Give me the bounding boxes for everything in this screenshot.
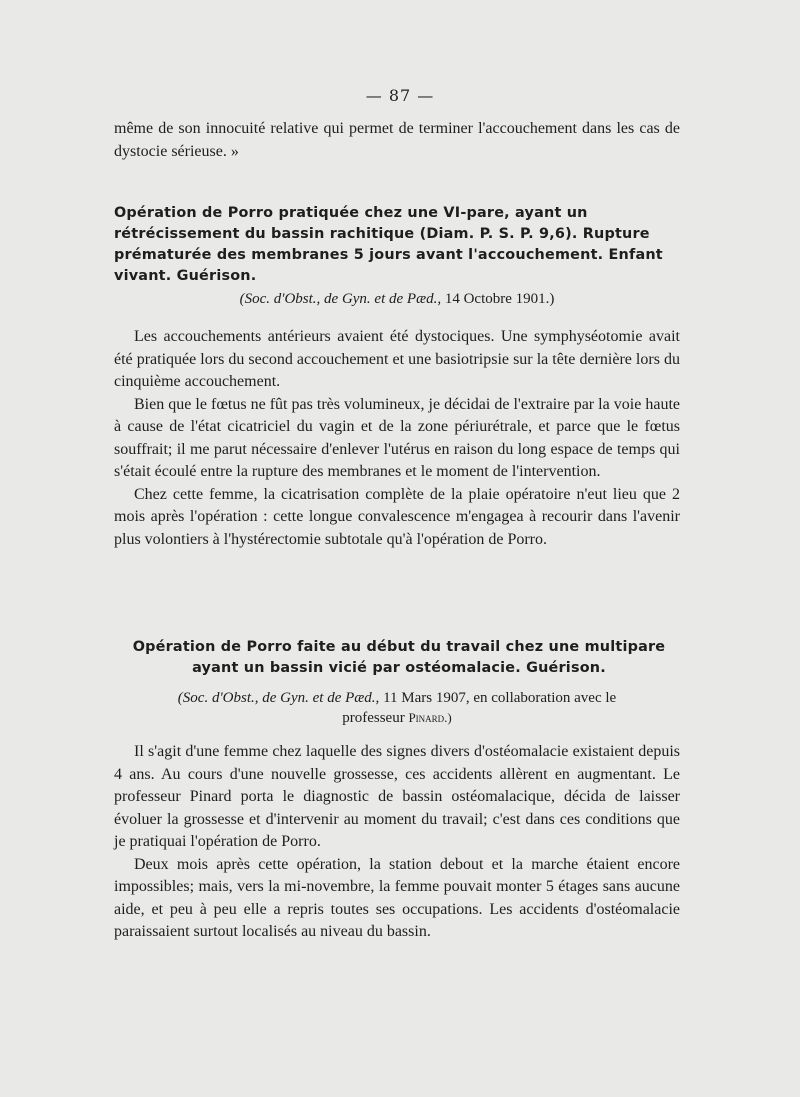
section2-citation-soc: (Soc. d'Obst., [177,690,259,706]
section2-citation [114,688,680,728]
intro-paragraph [114,118,680,163]
intro-text: même de son innocuité relative qui permet de terminer l'accouchement dans les cas de dystocie sérieuse. » [114,120,680,160]
section1-citation [114,289,680,309]
section2-heading-line1: Opération de Porro faite au début du travail chez une multipare [132,639,666,655]
section1-citation-date: 14 Octobre 1901.) [444,291,555,307]
section1-body [114,326,680,551]
section2-paragraph-1: Il s'agit d'une femme chez laquelle des signes divers d'ostéomalacie existaient depuis 4 ans. Au cours d'une nouvelle grossesse, ces accidents allèrent en augmentant. Le professeur Pinard porta le diagnostic de bassin ostéomalacique, décida de laisser évoluer la grossesse et d'intervenir au moment du travail; c'est dans ces conditions que je pratiquai l'opération de Porro. [114,743,680,850]
section1-paragraph-1: Les accouchements antérieurs avaient été dystociques. Une symphyséotomie avait été pratiquée lors du second accouchement et une basiotripsie sur la tête dernière lors du cinquième accouchement. [114,328,680,390]
section2-heading-line2: ayant un bassin vicié par ostéomalacie. Guérison. [192,660,606,676]
section2-body [114,741,680,944]
section1-citation-soc: (Soc. d'Obst., [239,291,321,307]
section2-heading [114,637,684,679]
section1-paragraph-3: Chez cette femme, la cicatrisation complète de la plaie opératoire n'eut lieu que 2 mois après l'opération : cette longue convalescence m'engagea à recourir dans l'avenir plus volontiers à l'hystérectomie subtotale qu'à l'opération de Porro. [114,485,680,548]
section2-citation-prof: professeur [342,710,405,726]
section1-paragraph-2: Bien que le fœtus ne fût pas très volumineux, je décidai de l'extraire par la voie haute à cause de l'état cicatriciel du vagin et de la zone périurétrale, et parce que le fœtus souffrait; il me parut nécessaire d'enlever l'utérus en raison du long espace de temps qui s'était écoulé entre la rupture des membranes et le moment de l'intervention. [114,395,680,480]
section2-citation-gyn: de Gyn. et de Pæd., [262,690,380,706]
section1-heading [114,203,684,287]
section1-heading-text: Opération de Porro pratiquée chez une VI-pare, ayant un rétrécissement du bassin rachitique (Diam. P. S. P. 9,6). Rupture prématurée des membranes 5 jours avant l'accouchement. Enfant vivant. Guérison. [114,205,663,284]
section2-paragraph-2: Deux mois après cette opération, la station debout et la marche étaient encore impossibles; mais, vers la mi-novembre, la femme pouvait monter 5 étages sans aucune aide, et peu à peu elle a repris toutes ses occupations. Les accidents d'ostéomalacie paraissaient surtout localisés au niveau du bassin. [114,855,680,940]
page-number: — 87 — [365,86,435,105]
section2-citation-name: Pinard.) [408,710,452,725]
section1-citation-gyn: de Gyn. et de Pæd., [324,291,442,307]
section2-citation-date: 11 Mars 1907, en collaboration avec le [383,690,617,706]
